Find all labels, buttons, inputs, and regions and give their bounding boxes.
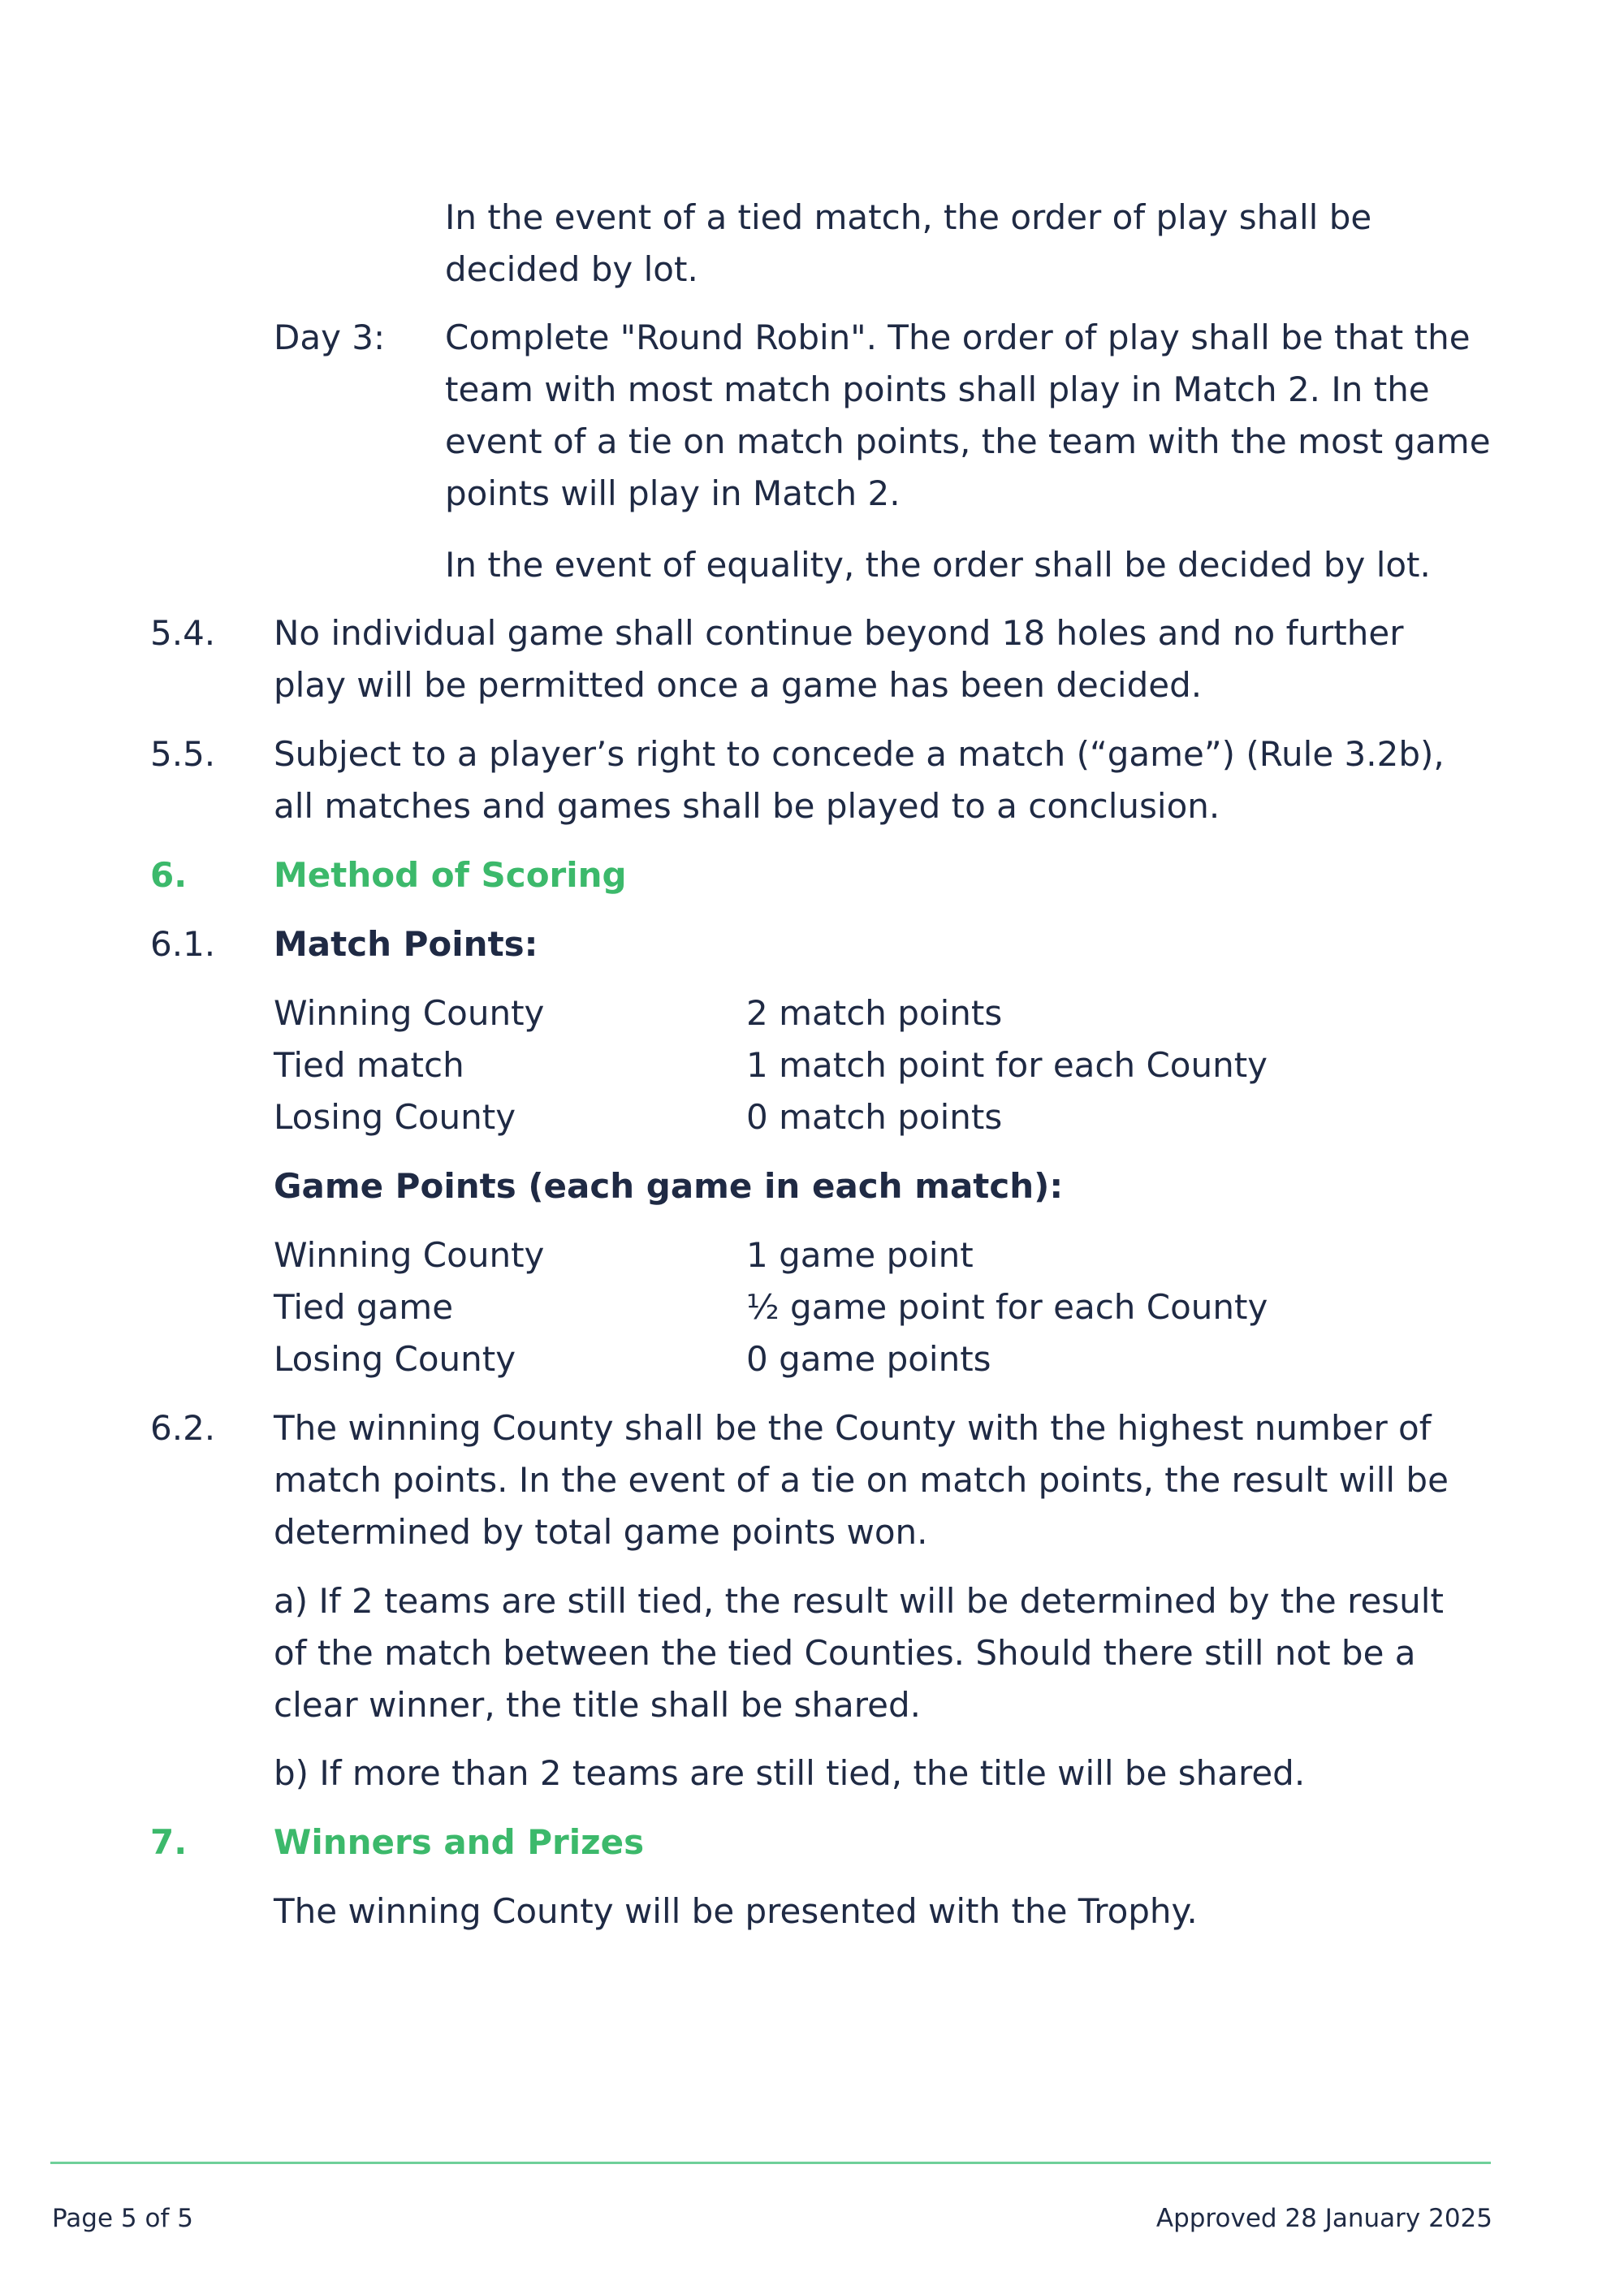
match-points-title: Match Points:: [274, 924, 538, 964]
tied-match-note: In the event of a tied match, the order of play shall be decided by lot.: [445, 197, 1372, 289]
day3-label: Day 3:: [274, 318, 386, 357]
section-title-7: Winners and Prizes: [274, 1822, 645, 1862]
clause-number-5-4: 5.4.: [150, 613, 216, 653]
footer-divider: [50, 2162, 1491, 2164]
match-points-row: [274, 1039, 1492, 1091]
section-number-7: 7.: [150, 1822, 188, 1862]
match-points-label: Tied match: [274, 1045, 464, 1085]
clause-text-5-5: Subject to a player’s right to concede a match (“game”) (Rule 3.2b), all matches and games shall be played to a conclusion.: [274, 734, 1445, 826]
approval-date: Approved 28 January 2025: [1155, 2204, 1492, 2233]
clause-6-2-b: b) If more than 2 teams are still tied, the title will be shared.: [274, 1753, 1306, 1793]
game-points-value: ½ game point for each County: [746, 1287, 1268, 1327]
section-title-6: Method of Scoring: [274, 855, 627, 895]
page-number: Page 5 of 5: [52, 2204, 193, 2233]
clause-number-6-1: 6.1.: [150, 924, 216, 964]
match-points-row: [274, 1091, 1492, 1143]
game-points-title: Game Points (each game in each match):: [274, 1166, 1064, 1206]
day3-text: Complete "Round Robin". The order of play shall be that the team with most match points shall play in Match 2. In the event of a tie on match points, the team with the most game points will play in Match 2.: [445, 318, 1491, 513]
match-points-row: [274, 987, 1492, 1039]
game-points-label: Tied game: [274, 1287, 454, 1327]
match-points-value: 0 match points: [746, 1097, 1003, 1137]
clause-6-2-a: a) If 2 teams are still tied, the result will be determined by the result of the match between the tied Counties. Should there still not be a clear winner, the title shall be shared.: [274, 1581, 1444, 1725]
clause-text-6-2: The winning County shall be the County with the highest number of match points. In the event of a tie on match points, the result will be determined by total game points won.: [274, 1408, 1449, 1552]
match-points-value: 2 match points: [746, 993, 1003, 1033]
section-number-6: 6.: [150, 855, 188, 895]
game-points-row: [274, 1229, 1492, 1281]
game-points-value: 0 game points: [746, 1339, 991, 1379]
equality-note: In the event of equality, the order shall be decided by lot.: [445, 545, 1431, 585]
section-7-text: The winning County will be presented with the Trophy.: [274, 1891, 1198, 1931]
match-points-label: Winning County: [274, 993, 545, 1033]
game-points-row: [274, 1281, 1492, 1333]
game-points-value: 1 game point: [746, 1235, 974, 1275]
clause-text-5-4: No individual game shall continue beyond 18 holes and no further play will be permitted once a game has been decided.: [274, 613, 1404, 705]
match-points-label: Losing County: [274, 1097, 516, 1137]
game-points-row: [274, 1333, 1492, 1385]
match-points-value: 1 match point for each County: [746, 1045, 1268, 1085]
clause-number-5-5: 5.5.: [150, 734, 216, 774]
clause-number-6-2: 6.2.: [150, 1408, 216, 1448]
game-points-label: Losing County: [274, 1339, 516, 1379]
game-points-label: Winning County: [274, 1235, 545, 1275]
